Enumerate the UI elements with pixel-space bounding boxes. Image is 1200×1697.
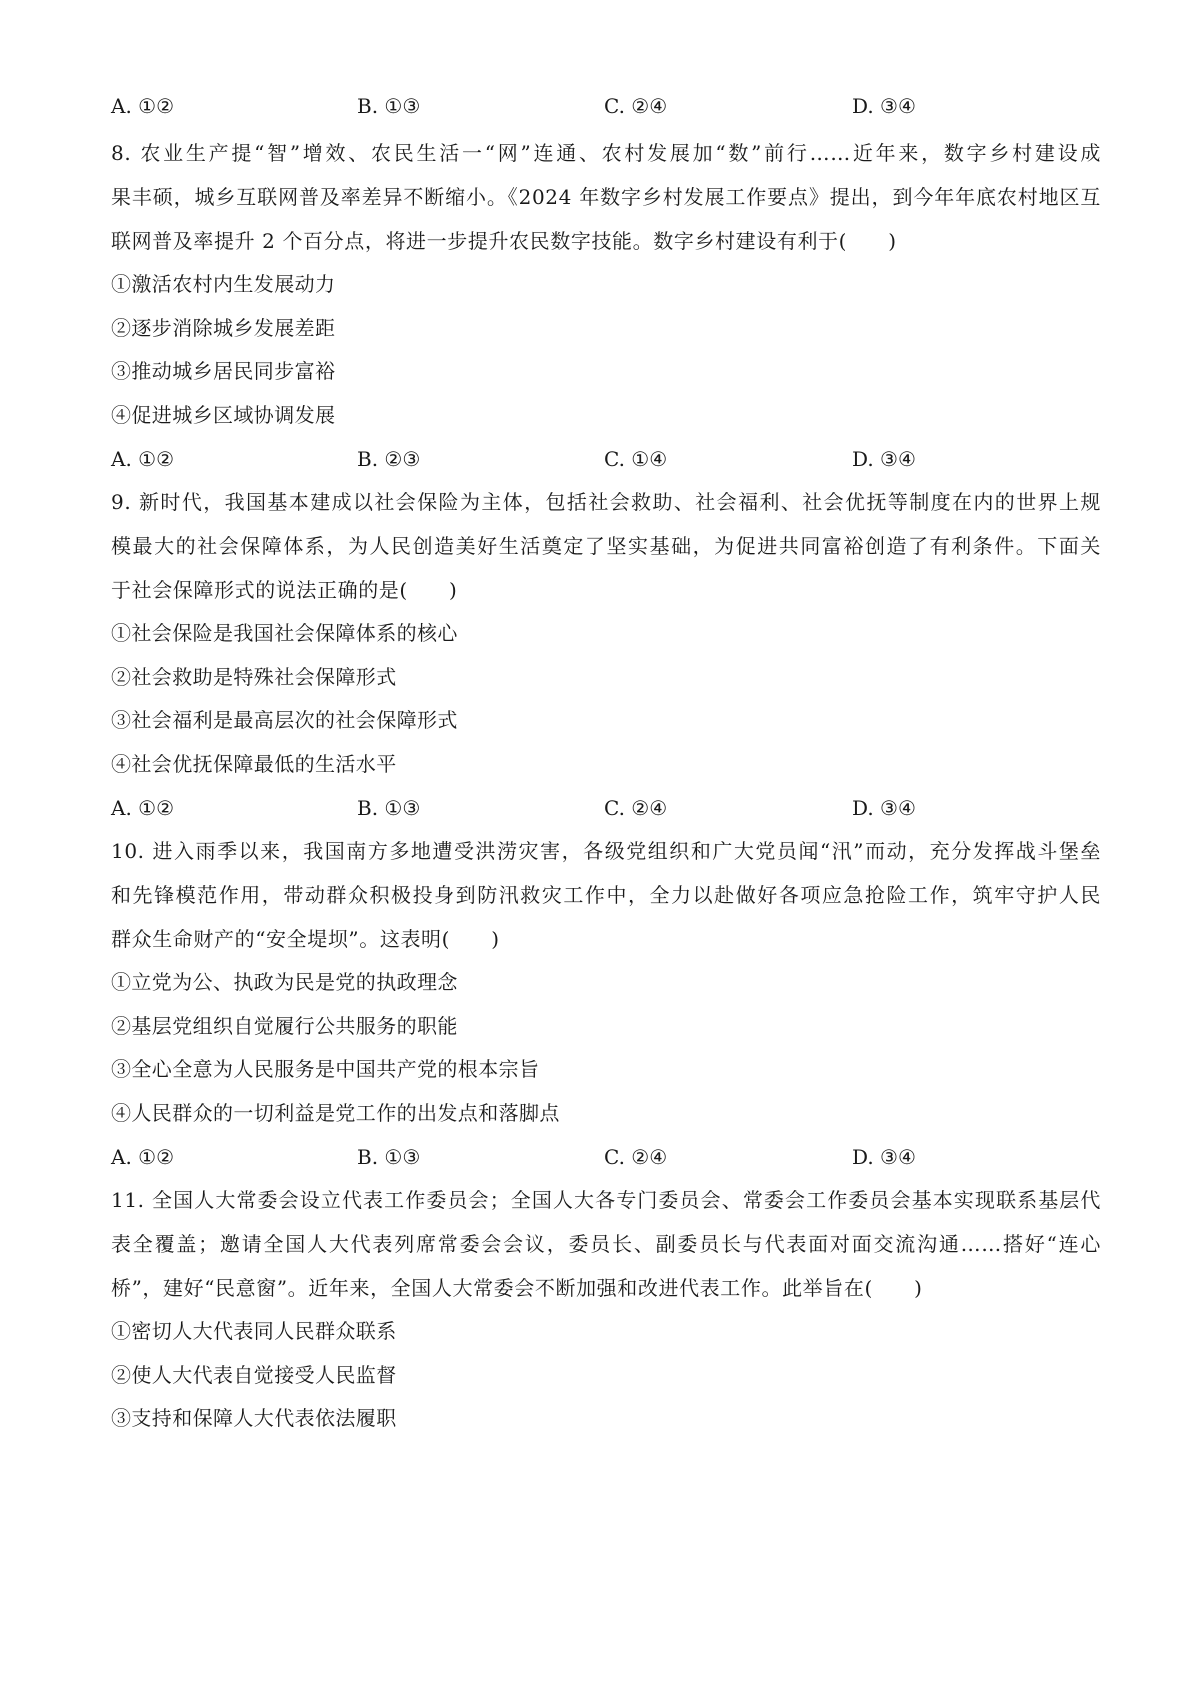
q8-statement-4: ④促进城乡区域协调发展	[111, 403, 336, 427]
q10-statement-3: ③全心全意为人民服务是中国共产党的根本宗旨	[111, 1057, 540, 1081]
q8-options	[111, 446, 1101, 472]
q9-options	[111, 795, 1101, 821]
q8-statement-2: ②逐步消除城乡发展差距	[111, 316, 336, 340]
q8-stem-line-3: 联网普及率提升 2 个百分点，将进一步提升农民数字技能。数字乡村建设有利于( )	[111, 229, 897, 253]
q10-stem-line-3: 群众生命财产的“安全堤坝”。这表明( )	[111, 927, 500, 951]
option-b: B. ①③	[357, 94, 421, 118]
q11-stem-line-3: 桥”，建好“民意窗”。近年来，全国人大常委会不断加强和改进代表工作。此举旨在( )	[111, 1276, 923, 1300]
q11-stem-line-1: 11. 全国人大常委会设立代表工作委员会；全国人大各专门委员会、常委会工作委员会基本实现联系基层代	[111, 1188, 1101, 1212]
option-c: C. ①④	[604, 447, 668, 471]
option-c: C. ②④	[604, 1145, 668, 1169]
option-d: D. ③④	[852, 1145, 916, 1169]
option-a: A. ①②	[111, 94, 175, 118]
q9-stem-line-3: 于社会保障形式的说法正确的是( )	[111, 578, 458, 602]
q9-stem-line-1: 9. 新时代，我国基本建成以社会保险为主体，包括社会救助、社会福利、社会优抚等制度在内的世界上规	[111, 490, 1101, 514]
option-d: D. ③④	[852, 796, 916, 820]
option-d: D. ③④	[852, 447, 916, 471]
q10-statement-1: ①立党为公、执政为民是党的执政理念	[111, 970, 458, 994]
q9-statement-2: ②社会救助是特殊社会保障形式	[111, 665, 397, 689]
option-a: A. ①②	[111, 1145, 175, 1169]
q10-statement-4: ④人民群众的一切利益是党工作的出发点和落脚点	[111, 1101, 560, 1125]
q7-options	[111, 93, 1101, 119]
q11-statement-1: ①密切人大代表同人民群众联系	[111, 1319, 397, 1343]
q8-stem-line-1: 8. 农业生产提“智”增效、农民生活一“网”连通、农村发展加“数”前行……近年来，数字乡村建设成	[111, 141, 1101, 165]
q9-stem-line-2: 模最大的社会保障体系，为人民创造美好生活奠定了坚实基础，为促进共同富裕创造了有利条件。下面关	[111, 534, 1101, 558]
q8-statement-1: ①激活农村内生发展动力	[111, 272, 336, 296]
option-b: B. ①③	[357, 1145, 421, 1169]
q9-statement-3: ③社会福利是最高层次的社会保障形式	[111, 708, 458, 732]
q10-options	[111, 1144, 1101, 1170]
q9-statement-1: ①社会保险是我国社会保障体系的核心	[111, 621, 458, 645]
option-b: B. ①③	[357, 796, 421, 820]
q11-statement-3: ③支持和保障人大代表依法履职	[111, 1406, 397, 1430]
option-c: C. ②④	[604, 796, 668, 820]
option-d: D. ③④	[852, 94, 916, 118]
q10-stem-line-1: 10. 进入雨季以来，我国南方多地遭受洪涝灾害，各级党组织和广大党员闻“汛”而动，充分发挥战斗堡垒	[111, 839, 1101, 863]
option-a: A. ①②	[111, 796, 175, 820]
option-c: C. ②④	[604, 94, 668, 118]
q11-stem-line-2: 表全覆盖；邀请全国人大代表列席常委会会议，委员长、副委员长与代表面对面交流沟通……搭好“连心	[111, 1232, 1101, 1256]
q10-statement-2: ②基层党组织自觉履行公共服务的职能	[111, 1014, 458, 1038]
q9-statement-4: ④社会优抚保障最低的生活水平	[111, 752, 397, 776]
q10-stem-line-2: 和先锋模范作用，带动群众积极投身到防汛救灾工作中，全力以赴做好各项应急抢险工作，筑牢守护人民	[111, 883, 1101, 907]
option-b: B. ②③	[357, 447, 421, 471]
q8-stem-line-2: 果丰硕，城乡互联网普及率差异不断缩小。《2024 年数字乡村发展工作要点》提出，到今年年底农村地区互	[111, 185, 1101, 209]
q11-statement-2: ②使人大代表自觉接受人民监督	[111, 1363, 397, 1387]
option-a: A. ①②	[111, 447, 175, 471]
q8-statement-3: ③推动城乡居民同步富裕	[111, 359, 336, 383]
